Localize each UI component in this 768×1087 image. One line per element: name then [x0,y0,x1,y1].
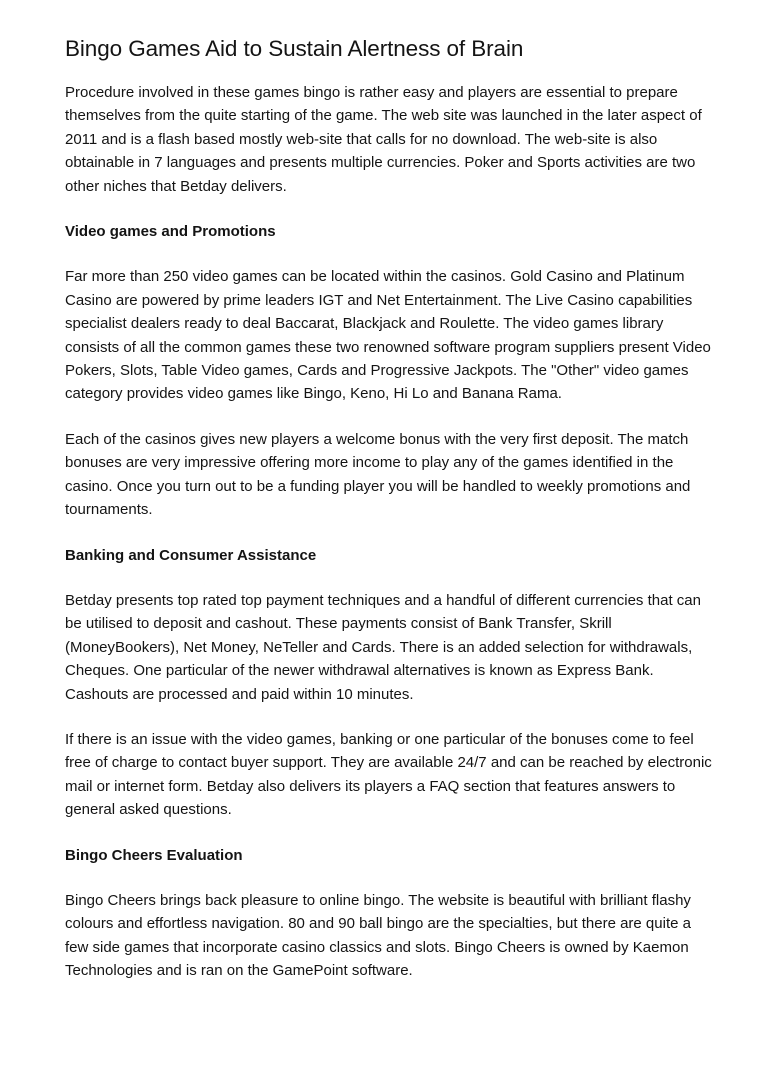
page-title: Bingo Games Aid to Sustain Alertness of Brain [65,36,524,61]
paragraph: If there is an issue with the video games, banking or one particular of the bonuses come to feel free of charge to contact buyer support. They are available 24/7 and can be reached by electronic mail or internet form. Betday also delivers its players a FAQ section that features answers to general asked questions. [65,730,712,819]
paragraph: Far more than 250 video games can be located within the casinos. Gold Casino and Platinum Casino are powered by prime leaders IGT and Net Entertainment. The Live Casino capabilities specialist dealers ready to deal Baccarat, Blackjack and Roulette. The video games library consists of all the common games these two renowned software program suppliers present Video Pokers, Slots, Table Video games, Cards and Progressive Jackpots. The "Other" video games category provides video games like Bingo, Keno, Hi Lo and Banana Rama. [65,268,711,403]
section-heading-video-games: Video games and Promotions [65,223,276,241]
section-heading-bingo-cheers: Bingo Cheers Evaluation [65,846,243,864]
paragraph: Each of the casinos gives new players a welcome bonus with the very first deposit. The match bonuses are very impressive offering more income to play any of the games identified in the casino. Once you turn out to be a funding player you will be handled to weekly promotions and tournaments. [65,430,691,519]
paragraph: Bingo Cheers brings back pleasure to online bingo. The website is beautiful with brilliant flashy colours and effortless navigation. 80 and 90 ball bingo are the specialties, but there are quite a few side games that incorporate casino classics and slots. Bingo Cheers is owned by Kaemon Technologies and is ran on the GamePoint software. [65,891,691,980]
section-heading-banking: Banking and Consumer Assistance [65,546,317,564]
document-page [65,34,715,1005]
paragraph: Betday presents top rated top payment techniques and a handful of different currencies that can be utilised to deposit and cashout. These payments consist of Bank Transfer, Skrill (MoneyBookers), Net Money, NeTeller and Cards. There is an added selection for withdrawals, Cheques. One particular of the newer withdrawal alternatives is known as Express Bank. Cashouts are processed and paid within 10 minutes. [65,591,701,703]
intro-paragraph: Procedure involved in these games bingo is rather easy and players are essential to prepare themselves from the quite starting of the game. The web site was launched in the later aspect of 2011 and is a flash based mostly web-site that calls for no download. The web-site is also obtainable in 7 languages and presents multiple currencies. Poker and Sports activities are two other niches that Betday delivers. [65,84,702,195]
